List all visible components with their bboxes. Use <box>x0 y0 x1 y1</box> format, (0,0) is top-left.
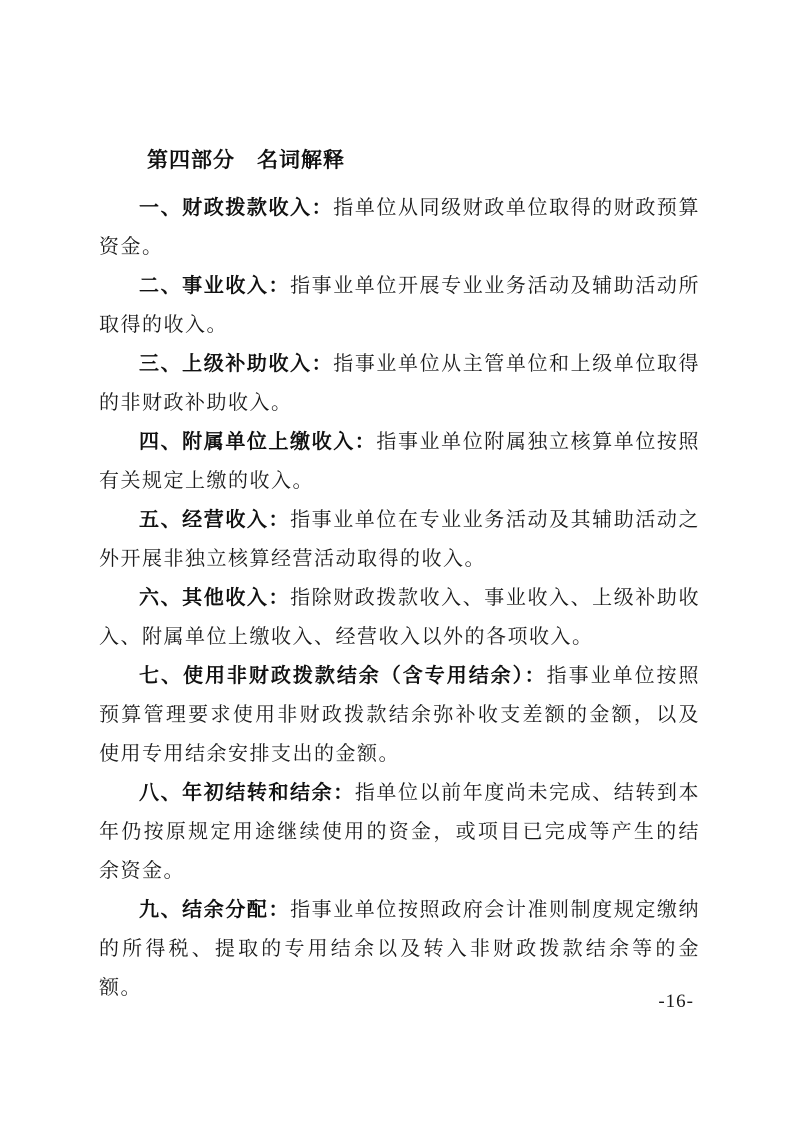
term-paragraph <box>99 657 700 774</box>
section-heading: 第四部分 名词解释 <box>147 149 345 172</box>
term-definition: 指事业单位按照政府会计准则制度规定缴纳的所得税、提取的专用结余以及转入非财政拨款结余等的金额。 <box>99 899 701 999</box>
term-definition: 指事业单位附属独立核算单位按照有关规定上缴的收入。 <box>99 431 701 492</box>
term-name: 八、年初结转和结余： <box>139 782 355 804</box>
term-paragraph <box>99 891 700 1008</box>
term-definition: 指事业单位按照预算管理要求使用非财政拨款结余弥补收支差额的金额，以及使用专用结余安排支出的金额。 <box>99 665 701 765</box>
term-definition: 指单位从同级财政单位取得的财政预算资金。 <box>99 197 701 258</box>
term-name: 四、附属单位上缴收入： <box>139 431 377 453</box>
term-name: 三、上级补助收入： <box>139 353 334 375</box>
term-paragraph <box>99 189 700 267</box>
term-definition: 指事业单位在专业业务活动及其辅助活动之外开展非独立核算经营活动取得的收入。 <box>99 509 701 570</box>
term-paragraph <box>99 345 700 423</box>
term-definition: 指事业单位开展专业业务活动及辅助活动所取得的收入。 <box>99 275 701 336</box>
term-definition: 指单位以前年度尚未完成、结转到本年仍按原规定用途继续使用的资金，或项目已完成等产生的结余资金。 <box>99 782 701 882</box>
term-name: 二、事业收入： <box>139 275 291 297</box>
term-paragraph <box>99 774 700 891</box>
term-name: 一、财政拨款收入： <box>139 197 334 219</box>
term-definition: 指除财政拨款收入、事业收入、上级补助收入、附属单位上缴收入、经营收入以外的各项收入。 <box>99 587 701 648</box>
page-number: -16- <box>658 991 694 1012</box>
term-name: 五、经营收入： <box>139 509 291 531</box>
term-definition: 指事业单位从主管单位和上级单位取得的非财政补助收入。 <box>99 353 701 414</box>
term-name: 六、其他收入： <box>139 587 291 609</box>
term-paragraph <box>99 501 700 579</box>
term-paragraph <box>99 579 700 657</box>
document-body <box>99 146 700 1008</box>
term-name: 九、结余分配： <box>139 899 291 921</box>
term-paragraph <box>99 267 700 345</box>
terms-list <box>99 189 700 1008</box>
term-paragraph <box>99 423 700 501</box>
term-name: 七、使用非财政拨款结余（含专用结余）： <box>139 665 547 687</box>
